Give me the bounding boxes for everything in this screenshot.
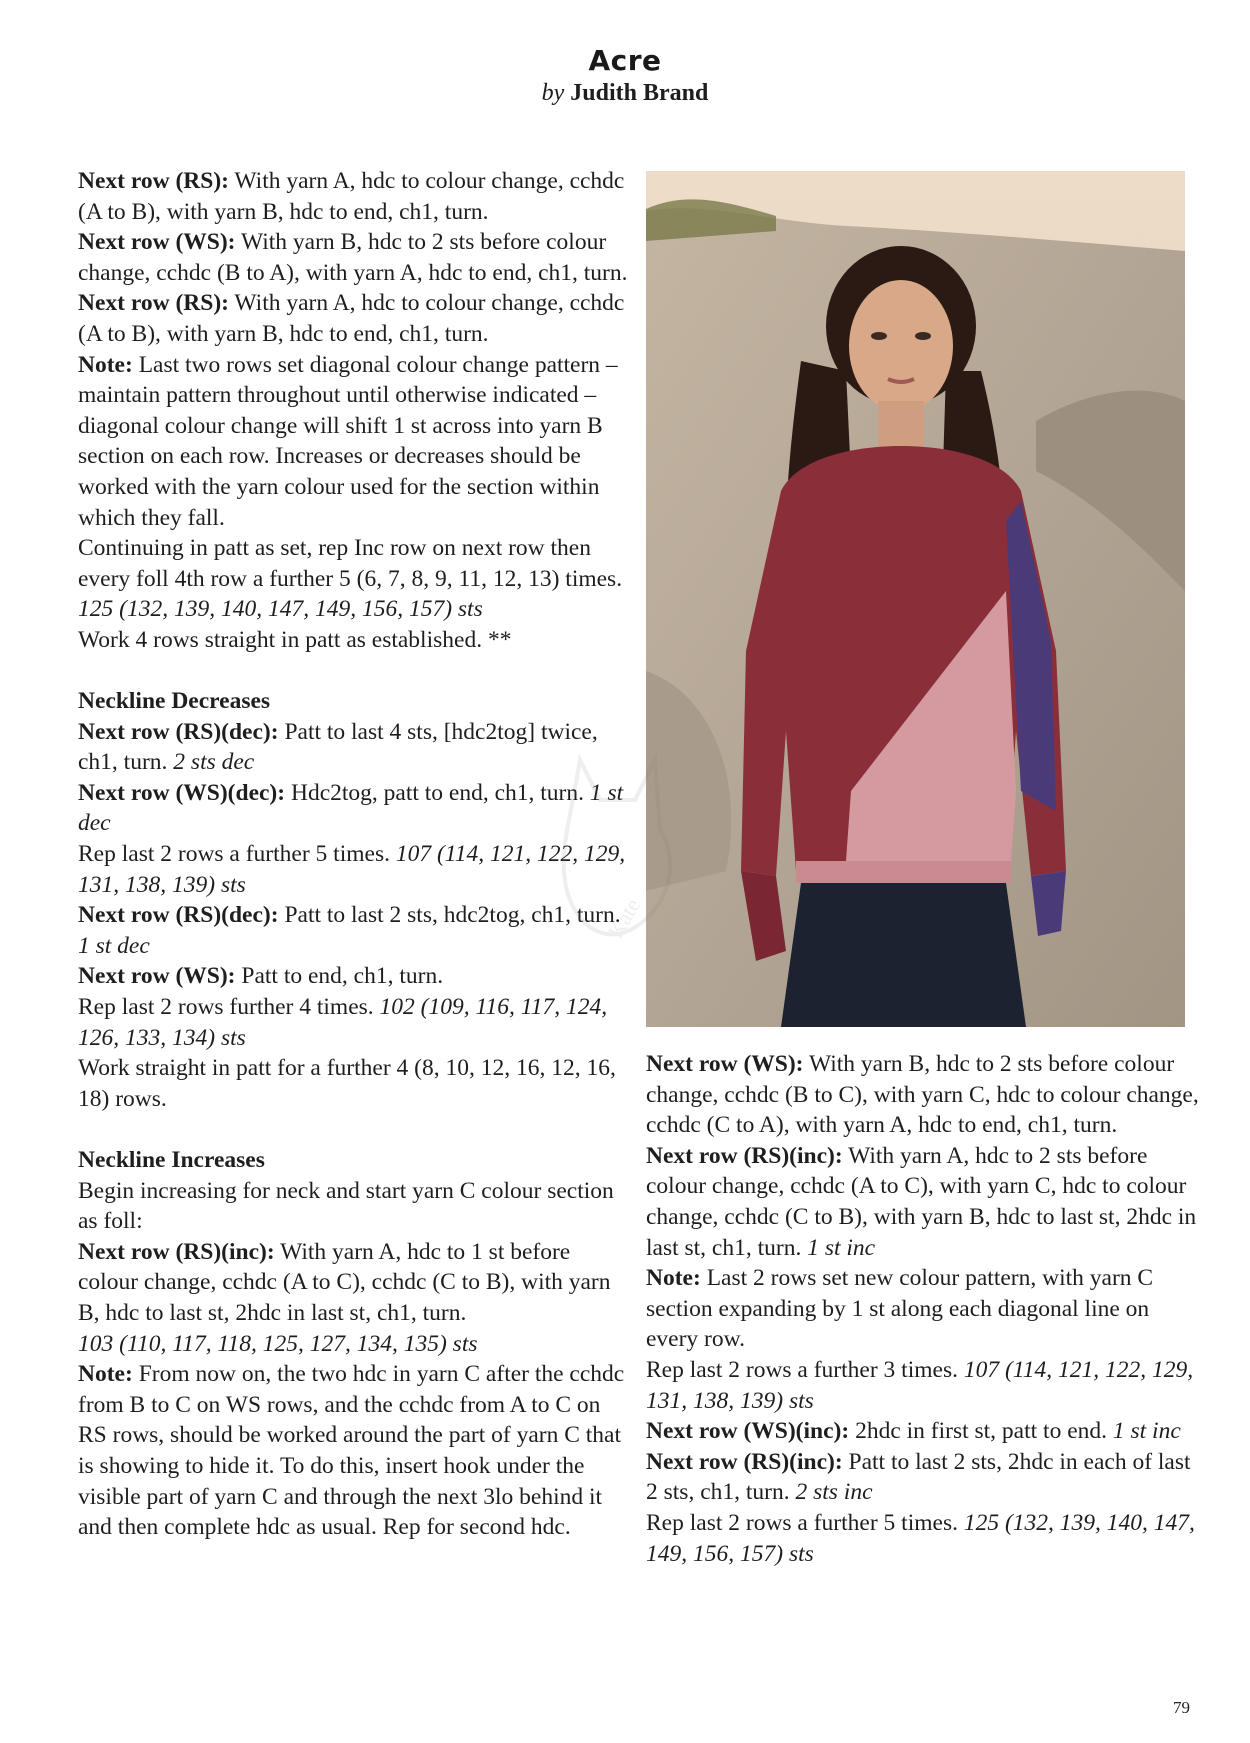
note-paragraph: Note: Last two rows set diagonal colour change pattern – maintain pattern throughout until otherwise indicated – diagonal colour change will shift 1 st across into yarn B section on each row. Increases or decreases should be worked with the yarn colour used for the section within which they fall.: [78, 351, 618, 531]
spacer: [78, 656, 633, 687]
cat-watermark-icon: [540, 740, 690, 960]
model-photo: [646, 171, 1185, 1027]
instruction-paragraph: Next row (WS)(inc): 2hdc in first st, patt to end. 1 st inc: [646, 1418, 1181, 1445]
instruction-paragraph: Next row (RS)(inc): Patt to last 2 sts, 2hdc in each of last 2 sts, ch1, turn. 2 sts inc: [646, 1448, 1191, 1506]
model-photo-illustration: [646, 171, 1185, 1027]
note-paragraph: Note: From now on, the two hdc in yarn C after the cchdc from B to C on WS rows, and the cchdc from A to C on RS rows, should be worked around the part of yarn C that is showing to hide it. To do this, insert hook under the visible part of yarn C and through the next 3lo behind it and then complete hdc as usual. Rep for second hdc.: [78, 1361, 625, 1541]
instruction-paragraph: Next row (RS)(dec): Patt to last 4 sts, [hdc2tog] twice, ch1, turn. 2 sts dec: [78, 718, 598, 776]
pattern-title: Acre: [588, 44, 662, 77]
instruction-paragraph: Rep last 2 rows a further 3 times. 107 (114, 121, 122, 129, 131, 138, 139) sts: [646, 1356, 1194, 1414]
spacer: [78, 1114, 633, 1145]
instruction-paragraph: Rep last 2 rows further 4 times. 102 (109, 116, 117, 124, 126, 133, 134) sts: [78, 994, 608, 1051]
instruction-paragraph: Next row (WS)(dec): Hdc2tog, patt to end, ch1, turn. 1 st dec: [78, 779, 624, 837]
instruction-paragraph: Work straight in patt for a further 4 (8, 10, 12, 16, 12, 16, 18) rows.: [78, 1055, 616, 1112]
page-number: 79: [1173, 1698, 1190, 1717]
instruction-paragraph: Next row (WS): With yarn B, hdc to 2 sts before colour change, cchdc (B to C), with yarn C, hdc to colour change, cchdc (C to A), with yarn A, hdc to end, ch1, turn.: [646, 1051, 1199, 1139]
watermark: [540, 740, 690, 960]
instruction-paragraph: Continuing in patt as set, rep Inc row on next row then every foll 4th row a further 5 (6, 7, 8, 9, 11, 12, 13) times. 125 (132, 139, 140, 147, 149, 156, 157) sts: [78, 535, 623, 623]
instruction-paragraph: Begin increasing for neck and start yarn C colour section as foll:: [78, 1177, 614, 1235]
instruction-paragraph: Next row (RS)(inc): With yarn A, hdc to 2 sts before colour change, cchdc (A to C), with yarn C, hdc to colour change, cchdc (C to B), with yarn B, hdc to last st, 2hdc in last st, ch1, turn. 1 st inc: [646, 1142, 1197, 1261]
page-header: [0, 44, 1250, 108]
section-heading-neckline-increases: Neckline Increases: [78, 1147, 265, 1173]
section-heading-neckline-decreases: Neckline Decreases: [78, 688, 271, 715]
right-column: [646, 1049, 1201, 1569]
instruction-paragraph: Next row (WS): Patt to end, ch1, turn.: [78, 963, 444, 990]
instruction-paragraph: Rep last 2 rows a further 5 times. 107 (114, 121, 122, 129, 131, 138, 139) sts: [78, 841, 626, 898]
instruction-paragraph: Next row (RS): With yarn A, hdc to colour change, cchdc (A to B), with yarn B, hdc to end, ch1, turn.: [78, 290, 625, 347]
instruction-paragraph: Next row (WS): With yarn B, hdc to 2 sts before colour change, cchdc (B to A), with yarn A, hdc to end, ch1, turn.: [78, 229, 628, 286]
svg-text:Kate: Kate: [602, 894, 646, 943]
author-name: Judith Brand: [570, 80, 709, 106]
instruction-paragraph: Next row (RS)(dec): Patt to last 2 sts, hdc2tog, ch1, turn. 1 st dec: [78, 902, 621, 959]
instruction-paragraph: Next row (RS)(inc): With yarn A, hdc to 1 st before colour change, cchdc (A to C), cchdc (C to B), with yarn B, hdc to last st, 2hdc in last st, ch1, turn.: [78, 1238, 611, 1326]
byline-by: by: [541, 80, 565, 106]
note-paragraph: Note: Last 2 rows set new colour pattern, with yarn C section expanding by 1 st along each diagonal line on every row.: [646, 1265, 1154, 1353]
instruction-paragraph: Next row (RS): With yarn A, hdc to colour change, cchdc (A to B), with yarn B, hdc to end, ch1, turn.: [78, 168, 625, 225]
instruction-paragraph: Work 4 rows straight in patt as established. **: [78, 626, 512, 653]
byline: [0, 78, 1250, 108]
stitch-count: 103 (110, 117, 118, 125, 127, 134, 135) sts: [78, 1330, 478, 1357]
instruction-paragraph: Rep last 2 rows a further 5 times. 125 (132, 139, 140, 147, 149, 156, 157) sts: [646, 1509, 1195, 1567]
